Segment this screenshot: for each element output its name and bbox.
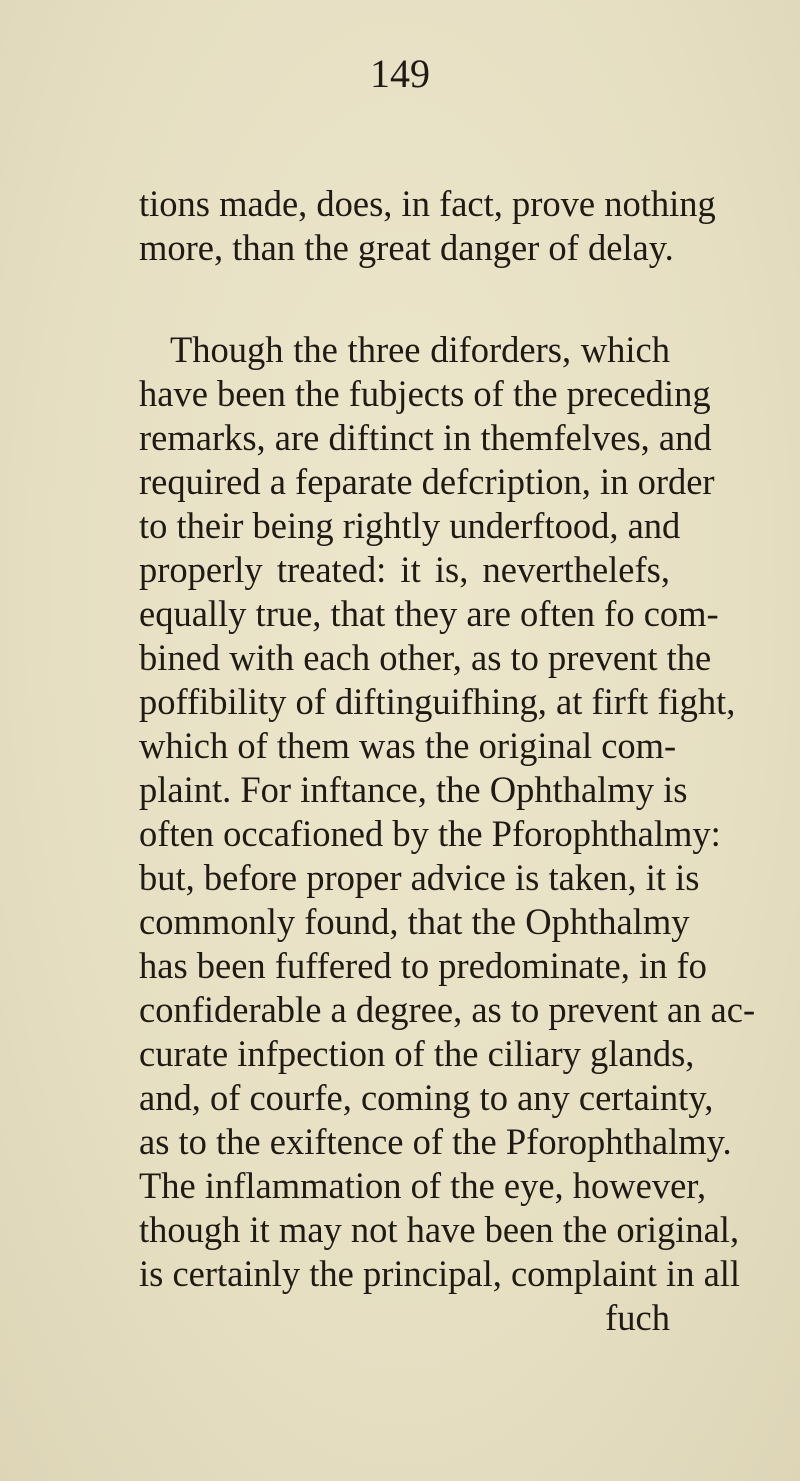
text-line: confiderable a degree, as to prevent an ac- <box>139 989 756 1030</box>
text-line: bined with each other, as to prevent the <box>139 637 712 678</box>
text-line: and, of courfe, coming to any certainty, <box>139 1077 714 1118</box>
text-line: commonly found, that the Ophthalmy <box>139 901 690 942</box>
text-line: to their being rightly underftood, and <box>139 505 681 546</box>
text-line: but, before proper advice is taken, it is <box>139 857 700 898</box>
text-line: has been fuffered to predominate, in fo <box>139 945 707 986</box>
text-line: equally true, that they are often fo com- <box>139 593 719 634</box>
text-line: though it may not have been the original, <box>139 1209 740 1250</box>
text-line: which of them was the original com- <box>139 725 677 766</box>
text-line: properly treated: it is, neverthelefs, <box>139 549 670 590</box>
catchword: fuch <box>605 1297 670 1338</box>
text-line: tions made, does, in fact, prove nothing <box>139 183 716 224</box>
text-line: have been the fubjects of the preceding <box>139 373 711 414</box>
text-line: more, than the great danger of delay. <box>139 227 674 268</box>
text-line: often occafioned by the Pforophthalmy: <box>139 813 721 854</box>
text-line: as to the exiftence of the Pforophthalmy. <box>139 1121 732 1162</box>
page-number: 149 <box>370 51 430 96</box>
text-line: The inflammation of the eye, however, <box>139 1165 707 1206</box>
text-line: poffibility of diftinguifhing, at firft fight, <box>139 681 736 722</box>
text-line: plaint. For inftance, the Ophthalmy is <box>139 769 688 810</box>
text-line: required a feparate defcription, in order <box>139 461 715 502</box>
text-line: is certainly the principal, complaint in all <box>139 1253 741 1294</box>
text-line: Though the three diforders, which <box>170 329 670 370</box>
text-line: curate infpection of the ciliary glands, <box>139 1033 695 1074</box>
text-line: remarks, are diftinct in themfelves, and <box>139 417 712 458</box>
